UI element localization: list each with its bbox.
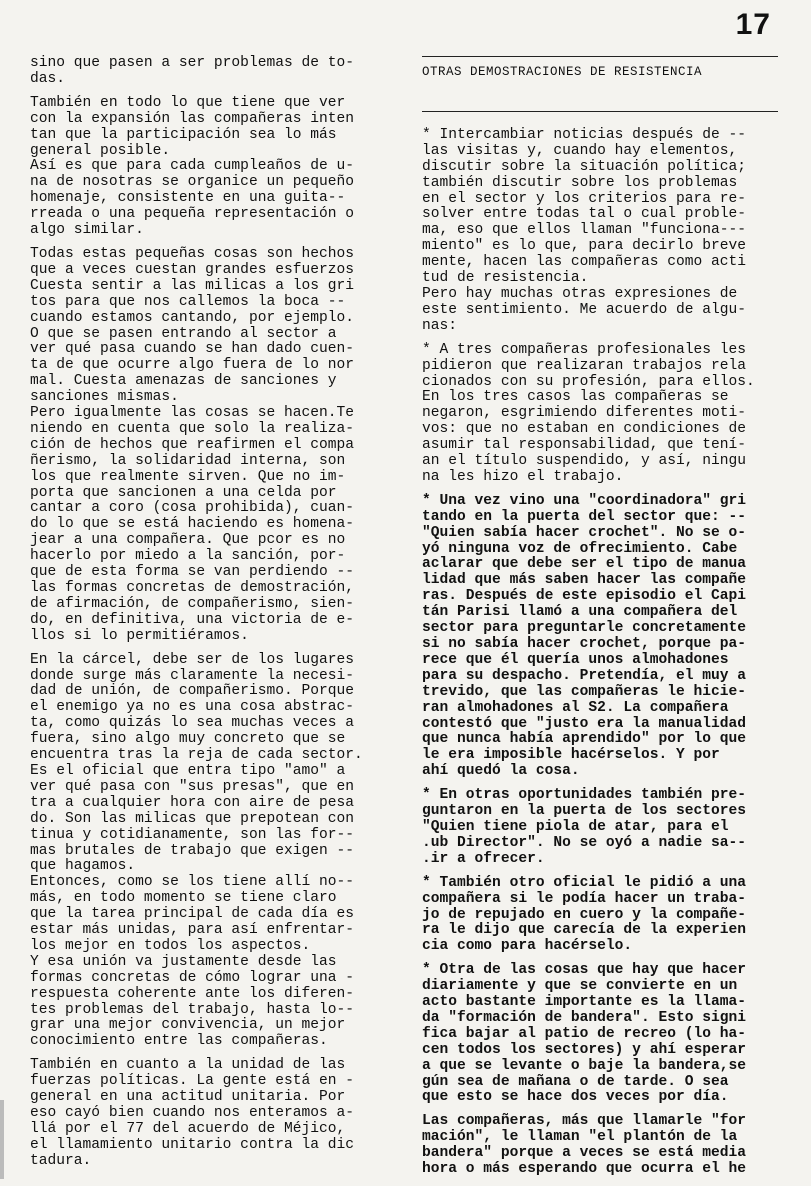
paragraph: * También otro oficial le pidió a una compañera si le podía hacer un traba- jo de repujado en cuero y la compañe- ra le dijo que carecía de la experien cia como para hacérselo. (422, 874, 747, 955)
scan-edge-shadow (0, 1100, 4, 1179)
section-title: OTRAS DEMOSTRACIONES DE RESISTENCIA (422, 65, 703, 79)
right-column (422, 56, 778, 1186)
paragraph: * Intercambiar noticias después de -- las visitas y, cuando hay elementos, discutir sobre la situación política; también discutir sobre los problemas en el sector y los criterios para re- solver entre todas tal o cual proble- ma, eso que ellos llaman "funciona--- miento" es lo que, para decirlo breve mente, hacen las compañeras como acti tud de resistencia. (422, 126, 747, 287)
paragraph: También en todo lo que tiene que ver con la expansión las compañeras inten tan que la participación sea lo más general posible. (30, 94, 355, 159)
paragraph: Entonces, como se los tiene allí no-- más, en todo momento se tiene claro que la tarea principal de cada día es estar más unidas, para así enfrentar- los mejor en todos los aspectos. (30, 874, 355, 954)
paragraph: También en cuanto a la unidad de las fuerzas políticas. La gente está en - general en una actitud unitaria. Por eso cayó bien cuando nos enteramos a- llá por el 77 del acuerdo de Méjico, el llamamiento unitario contra la dic tadura. (30, 1057, 355, 1169)
paragraph: * Una vez vino una "coordinadora" gri tando en la puerta del sector que: -- "Quien sabía hacer crochet". No se o- yó ninguna voz de ofrecimiento. Cabe aclarar que debe ser el tipo de manua lidad que más saben hacer las compañe ras. Después de este episodio el Capi tán Parisi llamó a una compañera del sector para preguntarle concretamente si no sabía hacer crochet, porque pa- rece que él quería unos almohadones para su despacho. Pretendía, el muy a trevido, que las compañeras le hicie- ran almohadones al S2. La compañera contestó que "justo era la manualidad que nunca había aprendido" por lo que le era imposible hacérselos. Y por ahí quedó la cosa. (422, 492, 747, 780)
paragraph: Las compañeras, más que llamarle "for mación", le llaman "el plantón de la bandera" porque a veces se está media hora o más esperando que ocurra el he (422, 1113, 747, 1178)
paragraph: Pero igualmente las cosas se hacen.Te niendo en cuenta que solo la realiza- ción de hechos que reafirmen el compa ñerismo, la solidaridad interna, son los que realmente sirven. Que no im- porta que sancionen a una celda por cantar a coro (cosa prohibida), cuan- do lo que se está haciendo es homena- jear a una compañera. Que pcor es no hacerlo por miedo a la sanción, por- que de esta forma se van perdiendo -- las formas concretas de demostración, de afirmación, de compañerismo, sien- do, en definitiva, una victoria de e- llos si lo permitiéramos. (30, 405, 355, 644)
paragraph: Y esa unión va justamente desde las formas concretas de cómo lograr una - respuesta coherente ante los diferen- tes problemas del trabajo, hasta lo-- grar una mejor convivencia, un mejor conocimiento entre las compañeras. (30, 953, 355, 1050)
paragraph: Así es que para cada cumpleaños de u- na de nosotras se organice un pequeño homenaje, consistente en una guita-- rreada o una pequeña representación o algo similar. (30, 158, 355, 239)
left-column (30, 56, 388, 1178)
paragraph: * En otras oportunidades también pre- guntaron en la puerta de los sectores "Quien tiene piola de atar, para el .ub Director". No se oyó a nadie sa-- .ir a ofrecer. (422, 787, 747, 867)
section-rule-bottom (422, 111, 778, 112)
paragraph: En la cárcel, debe ser de los lugares donde surge más claramente la necesi- dad de unión, de compañerismo. Porque el enemigo ya no es una cosa abstrac- ta, como quizás lo sea muchas veces a fuera, sino algo muy concreto que se encuentra tras la reja de cada sector. Es el oficial que entra tipo "amo" a ver qué pasa con "sus presas", que en tra a cualquier hora con aire de pesa do. Son las milicas que prepotean con tinua y cotidianamente, son las for-- mas brutales de trabajo que exigen -- que hagamos. (30, 651, 363, 875)
paragraph: * A tres compañeras profesionales les pidieron que realizaran trabajos rela cionados con su profesión, para ellos. En los tres casos las compañeras se negaron, esgrimiendo diferentes moti- vos: que no estaban en condiciones de asumir tal responsabilidad, que tení- an el título suspendido, y así, ningu na les hizo el trabajo. (422, 341, 755, 485)
section-rule-top (422, 56, 778, 57)
paragraph: Todas estas pequeñas cosas son hechos que a veces cuestan grandes esfuerzos Cuesta sentir a las milicas a los gri tos para que nos callemos la boca -- cuando estamos cantando, por ejemplo. O que se pasen entrando al sector a ver qué pasa cuando se han dado cuen- ta de que ocurre algo fuera de lo nor mal. Cuesta amenazas de sanciones y sanciones mismas. (30, 245, 355, 406)
paragraph: * Otra de las cosas que hay que hacer diariamente y que se convierte en un acto bastante importante es la llama- da "formación de bandera". Esto signi fica bajar al patio de recreo (lo ha- cen todos los sectores) y ahí esperar a que se levante o baje la bandera,se gún sea de mañana o de tarde. O sea que esto se hace dos veces por día. (422, 962, 747, 1106)
paragraph: Pero hay muchas otras expresiones de este sentimiento. Me acuerdo de algu- nas: (422, 285, 747, 334)
paragraph: sino que pasen a ser problemas de to- das. (30, 55, 355, 87)
page-number: 17 (735, 8, 771, 41)
